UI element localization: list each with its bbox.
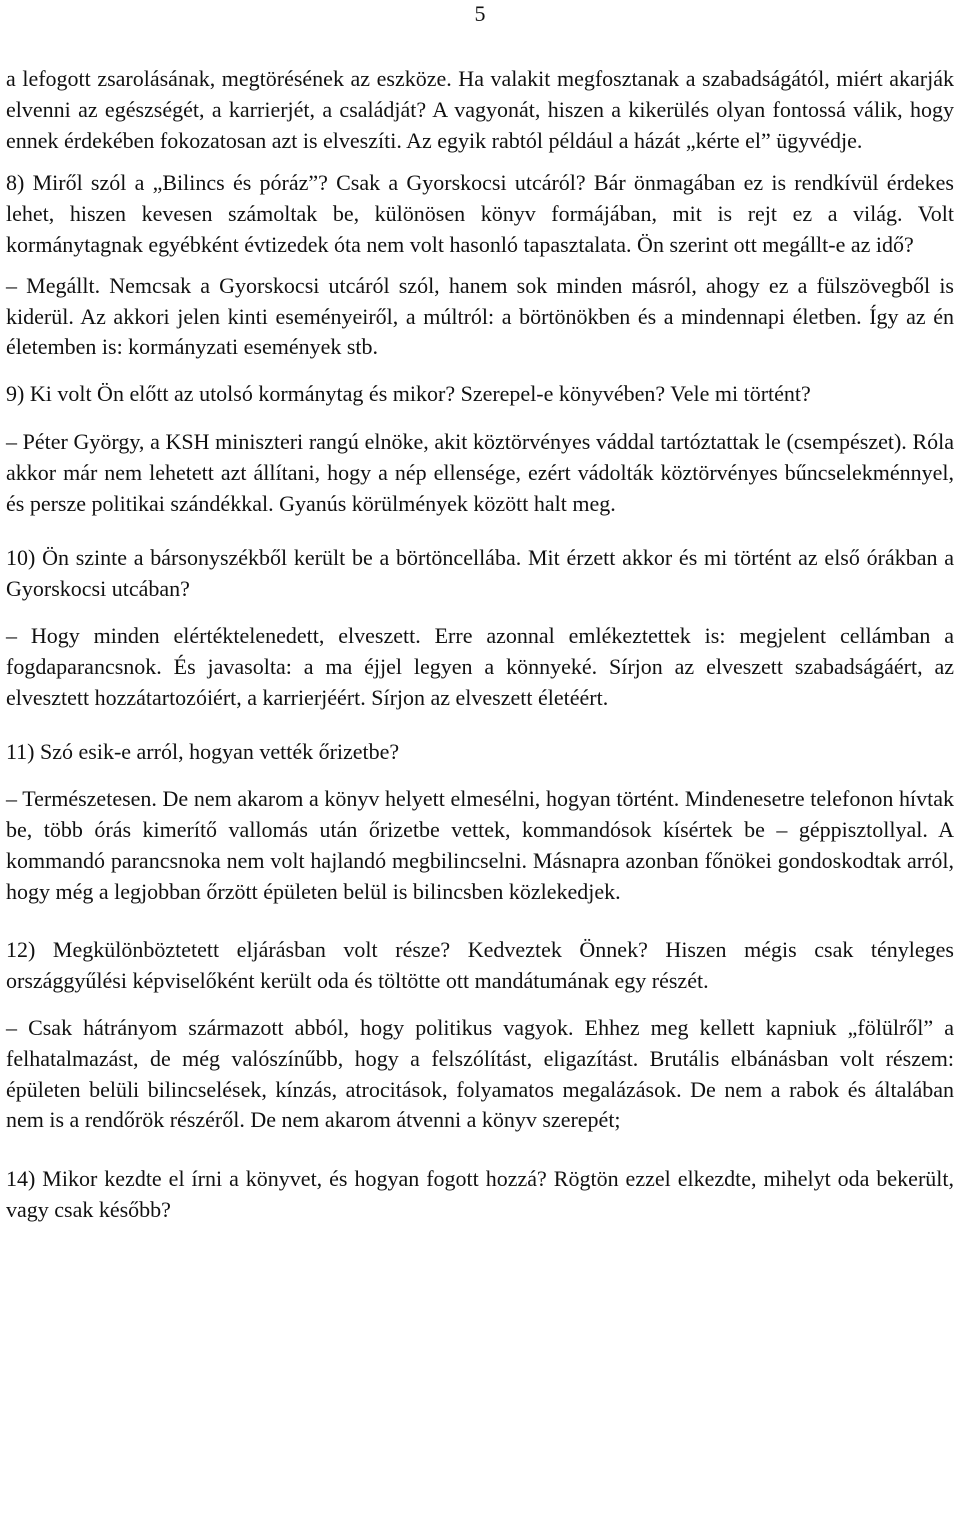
question-8: 8) Miről szól a „Bilincs és póráz”? Csak a Gyorskocsi utcáról? Bár önmagában ez is rendkívül érdekes lehet, hiszen kevesen számoltak be, különösen könyv formájában, mit is rejt ez a világ. Volt kormánytagnak egyébként évtizedek óta nem volt hasonló tapasztalata. Ön szerint ott megállt-e az idő? bbox=[6, 170, 954, 257]
answer-10: – Hogy minden elértéktelenedett, elveszett. Erre azonnal emlékeztettek is: megjelent cellámban a fogdaparancsnok. És javasolta: a ma éjjel legyen a könnyeké. Sírjon az elveszett szabadságáért, az elvesztett hozzátartozóiért, a karrierjéért. Sírjon az elveszett életéért. bbox=[6, 622, 954, 710]
question-14: 14) Mikor kezdte el írni a könyvet, és hogyan fogott hozzá? Rögtön ezzel elkezdte, mihelyt oda bekerült, vagy csak később? bbox=[6, 1166, 954, 1222]
paragraph-intro: a lefogott zsarolásának, megtörésének az eszköze. Ha valakit megfosztanak a szabadságától, miért akarják elvenni az egészségét, a karrierjét, a családját? A vagyonát, hiszen a kikerülés olyan fontossá válik, hogy ennek érdekében fokozatosan azt is elveszíti. Az egyik rabtól például a házát „kérte el” ügyvédje. bbox=[6, 66, 954, 153]
answer-8: – Megállt. Nemcsak a Gyorskocsi utcáról szól, hanem sok minden másról, ahogy ez a fülszövegből is kiderül. Az akkori jelen kinti eseményeiről, a múltról: a börtönökben és a mindennapi életben. Így az én életemben is: kormányzati események stb. bbox=[6, 272, 954, 360]
question-10: 10) Ön szinte a bársonyszékből került be a börtöncellába. Mit érzett akkor és mi történt az első órákban a Gyorskocsi utcában? bbox=[6, 545, 954, 602]
document-body bbox=[6, 64, 954, 1226]
answer-9: – Péter György, a KSH miniszteri rangú elnöke, akit köztörvényes váddal tartóztattak le (csempészet). Róla akkor már nem lehetett azt állítani, hogy a nép ellensége, ezért vádolták köztörvényes bűncselekménnyel, és persze politikai szándékkal. Gyanús körülmények között halt meg. bbox=[6, 428, 954, 516]
question-9: 9) Ki volt Ön előtt az utolsó kormánytag és mikor? Szerepel-e könyvében? Vele mi történt? bbox=[6, 381, 811, 407]
answer-12: – Csak hátrányom származott abból, hogy politikus vagyok. Ehhez meg kellett kapniuk „fölülről” a felhatalmazást, de még valószínűbb, hogy a felszólítást, eligazítást. Brutális elbánásban volt részem: épületen belüli bilincselések, kínzás, atrocitások, folyamatos megalázások. De nem a rabok és általában nem is a rendőrök részéről. De nem akarom átvenni a könyv szerepét; bbox=[6, 1014, 954, 1133]
answer-11: – Természetesen. De nem akarom a könyv helyett elmesélni, hogyan történt. Mindenesetre telefonon hívtak be, több órás kimerítő vallomás után őrizetbe vettek, kommandósok kísértek be – géppisztollyal. A kommandó parancsnoka nem volt hajlandó megbilincselni. Másnapra azonban főnökei gondoskodtak arról, hogy még a legjobban őrzött épületen belül is bilincsben közlekedjek. bbox=[6, 786, 954, 904]
page-number: 5 bbox=[474, 1, 486, 26]
question-12: 12) Megkülönböztetett eljárásban volt része? Kedveztek Önnek? Hiszen mégis csak tényleges országgyűlési képviselőként került oda és töltötte ott mandátumának egy részét. bbox=[6, 937, 954, 994]
question-11: 11) Szó esik-e arról, hogyan vették őrizetbe? bbox=[6, 739, 400, 765]
